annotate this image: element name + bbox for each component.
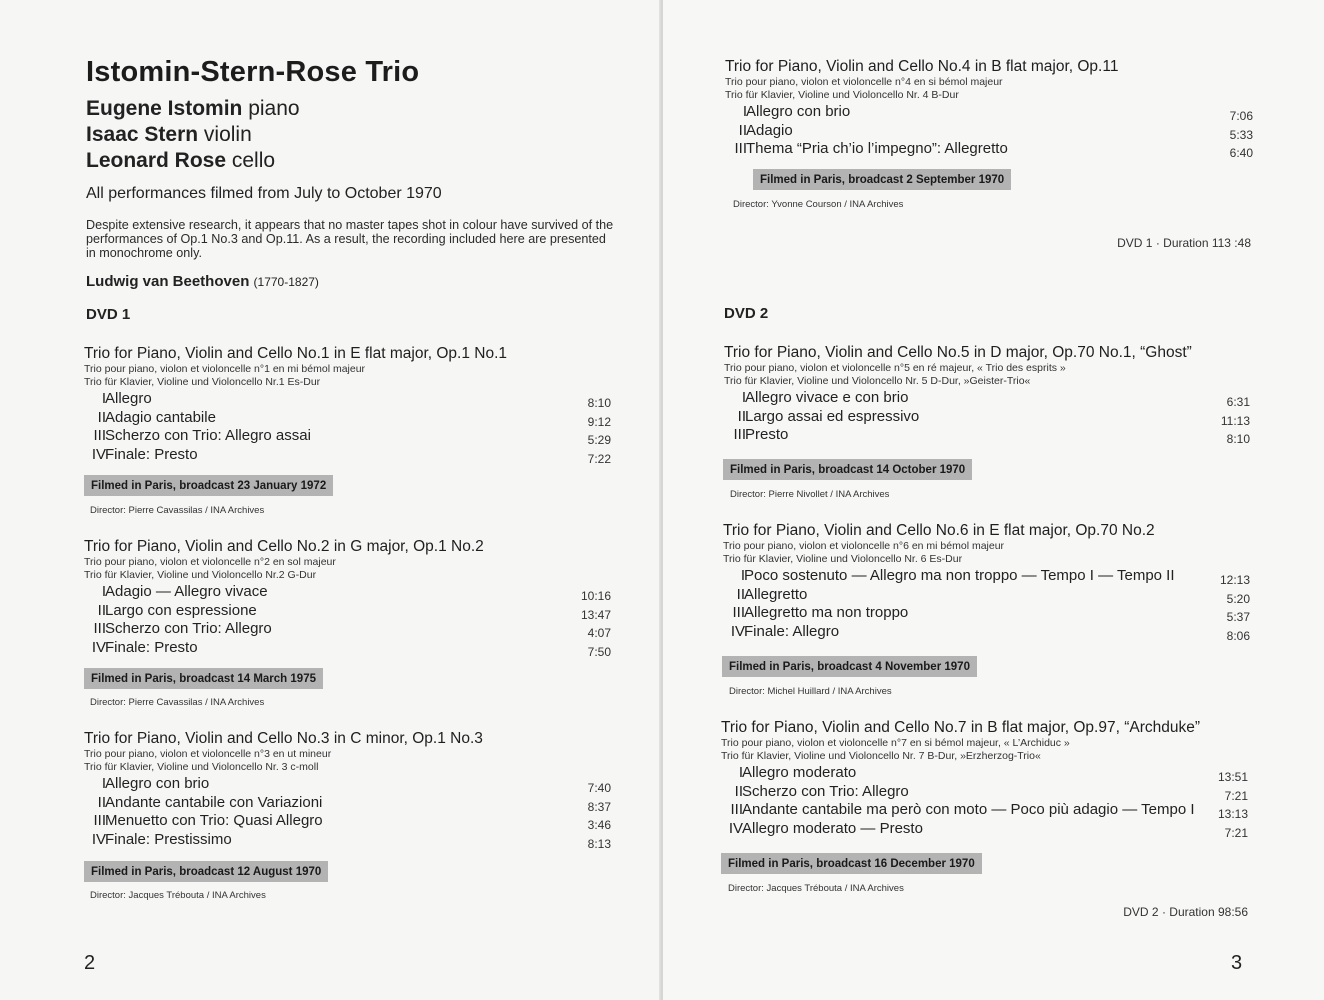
page-number-left: 2 [84,952,96,974]
movement-number: II [736,585,745,603]
movement-number: III [733,426,746,444]
movement-duration: 7:21 [1224,788,1248,803]
broadcast-badge: Filmed in Paris, broadcast 14 March 1975 [84,668,323,689]
movement-number: IV [91,445,106,463]
performer-rose [86,149,275,173]
movement-number: III [732,604,745,622]
movement-name: Finale: Presto [105,445,198,463]
performer-stern [86,123,252,147]
work-title-fr: Trio pour piano, violon et violoncelle n°2 en sol majeur [84,556,336,568]
work-title-de: Trio für Klavier, Violine und Violoncello Nr. 6 Es-Dur [723,552,963,565]
movement-number: III [93,427,106,445]
work-title-fr: Trio pour piano, violon et violoncelle n°5 en ré majeur, « Trio des esprits » [724,362,1066,374]
movement-name: Adagio — Allegro vivace [105,583,268,600]
monochrome-note: Despite extensive research, it appears that no master tapes shot in colour have survived of the performances of Op.1 No.3 and Op.11. As a result, the recording included here are presented in monochrome only. [86,218,614,260]
movement-name: Allegro con brio [746,103,851,120]
movement-row [84,409,611,428]
dvd1-heading: DVD 1 [86,306,131,323]
movement-duration: 11:13 [1220,413,1250,428]
movement-name: Finale: Presto [105,638,198,656]
director-credit: Director: Pierre Nivollet / INA Archives [730,489,890,500]
movement-number: IV [91,638,106,656]
movement-number: II [97,601,106,619]
movement-duration: 7:40 [587,781,611,795]
work-title-de: Trio für Klavier, Violine und Violoncello Nr. 3 c-moll [84,760,319,773]
movement-name: Andante cantabile ma però con moto — Poco più adagio — Tempo I [742,801,1195,819]
work-title: Trio for Piano, Violin and Cello No.1 in E flat major, Op.1 No.1 [84,345,508,362]
movement-row [723,586,1250,605]
work-title-fr: Trio pour piano, violon et violoncelle n°4 en si bémol majeur [725,76,1003,88]
work-trio-7 [721,719,1248,838]
movement-row [725,103,1253,122]
dvd2-duration: DVD 2 · Duration 98:56 [1123,905,1248,919]
work-trio-2 [84,538,611,657]
work-title-de: Trio für Klavier, Violine und Violoncello Nr. 5 D-Dur, »Geister-Trio« [724,374,1031,387]
page-title: Istomin-Stern-Rose Trio [86,56,420,88]
movement-name: Allegro moderato [742,764,857,781]
composer [86,273,319,290]
movement-duration: 5:29 [587,433,611,448]
work-title-fr: Trio pour piano, violon et violoncelle n°7 en si bémol majeur, « L’Archiduc » [721,737,1070,749]
work-trio-1 [84,345,611,464]
movement-row [721,820,1248,839]
movement-duration: 10:16 [580,589,611,603]
movement-name: Largo assai ed espressivo [745,407,920,425]
performer-instrument: cello [231,149,276,172]
movement-number: II [97,793,106,811]
performer-istomin [86,97,300,121]
movement-name: Adagio cantabile [105,408,216,426]
movement-name: Scherzo con Trio: Allegro [105,620,272,638]
movement-number: III [93,812,106,830]
work-title-fr: Trio pour piano, violon et violoncelle n°6 en mi bémol majeur [723,540,1005,552]
movement-duration: 6:31 [1226,395,1250,409]
composer-name: Ludwig van Beethoven [86,273,250,290]
work-title: Trio for Piano, Violin and Cello No.2 in G major, Op.1 No.2 [84,538,484,555]
performer-instrument: violin [203,123,252,146]
movement-row [84,831,611,850]
movement-duration: 5:37 [1226,610,1250,625]
movement-number: II [737,407,746,425]
movement-duration: 8:06 [1226,628,1250,643]
movement-name: Scherzo con Trio: Allegro [742,782,909,800]
page-number-right: 3 [1231,952,1243,974]
movement-number: IV [91,830,106,848]
work-trio-6 [723,522,1250,641]
movement-duration: 7:06 [1229,109,1253,123]
movement-number: III [734,140,747,158]
movement-number: III [730,801,743,819]
movement-duration: 3:46 [587,818,611,833]
movement-duration: 8:37 [587,799,611,814]
movement-name: Menuetto con Trio: Quasi Allegro [105,812,323,830]
director-credit: Director: Pierre Cavassilas / INA Archives [90,505,265,516]
dvd2-heading: DVD 2 [724,305,769,322]
director-credit: Director: Pierre Cavassilas / INA Archives [90,697,265,708]
movement-number: IV [730,622,745,640]
broadcast-badge: Filmed in Paris, broadcast 2 September 1970 [753,169,1011,190]
work-title-de: Trio für Klavier, Violine und Violoncello Nr.1 Es-Dur [84,375,321,388]
movement-row [723,623,1250,642]
movement-row [84,446,611,465]
work-title-de: Trio für Klavier, Violine und Violoncello Nr. 7 B-Dur, »Erzherzog-Trio« [721,749,1041,762]
movement-duration: 8:10 [1226,432,1250,447]
movement-duration: 9:12 [587,414,611,429]
movement-row [724,426,1250,445]
movement-row [84,583,611,602]
movement-row [723,604,1250,623]
movement-row [721,801,1248,820]
movement-duration: 4:07 [587,626,611,641]
movement-number: IV [728,819,743,837]
broadcast-badge: Filmed in Paris, broadcast 16 December 1970 [721,853,982,874]
movement-name: Allegretto ma non troppo [744,604,909,622]
movement-name: Andante cantabile con Variazioni [105,793,323,811]
work-title-de: Trio für Klavier, Violine und Violoncello Nr. 4 B-Dur [725,88,959,101]
movement-name: Finale: Prestissimo [105,830,232,848]
movement-name: Allegretto [744,585,808,603]
movement-duration: 5:20 [1226,591,1250,606]
right-page [663,0,1324,1000]
movement-row [84,775,611,794]
movement-row [724,389,1250,408]
work-title-de: Trio für Klavier, Violine und Violoncello Nr.2 G-Dur [84,568,317,581]
dvd1-duration: DVD 1 · Duration 113 :48 [1117,236,1251,250]
movement-number: II [734,782,743,800]
movement-number: I [738,764,743,781]
work-title-fr: Trio pour piano, violon et violoncelle n°3 en ut mineur [84,748,332,760]
movement-number: I [741,389,746,406]
movement-duration: 8:10 [587,396,611,410]
work-trio-4 [725,58,1253,159]
broadcast-badge: Filmed in Paris, broadcast 4 November 1970 [722,656,977,677]
movement-number: I [740,567,745,584]
movement-name: Finale: Allegro [744,622,840,640]
movement-row [84,639,611,658]
work-title: Trio for Piano, Violin and Cello No.6 in E flat major, Op.70 No.2 [723,522,1155,539]
movement-number: I [101,390,106,407]
composer-dates: (1770-1827) [253,275,319,289]
work-title-fr: Trio pour piano, violon et violoncelle n°1 en mi bémol majeur [84,363,366,375]
movement-row [723,567,1250,586]
broadcast-badge: Filmed in Paris, broadcast 14 October 1970 [723,459,972,480]
movement-name: Largo con espressione [105,601,257,619]
director-credit: Director: Michel Huillard / INA Archives [729,686,892,697]
work-title: Trio for Piano, Violin and Cello No.5 in D major, Op.70 No.1, “Ghost” [724,344,1192,361]
movement-name: Presto [745,426,789,444]
movement-row [721,764,1248,783]
work-trio-3 [84,730,611,849]
movement-duration: 13:47 [580,607,611,622]
movement-row [724,408,1250,427]
movement-row [84,620,611,639]
movement-name: Allegro con brio [105,775,210,792]
movement-row [721,783,1248,802]
movement-number: II [738,121,747,139]
movement-duration: 7:21 [1224,825,1248,840]
broadcast-badge: Filmed in Paris, broadcast 23 January 1972 [84,475,333,496]
work-title: Trio for Piano, Violin and Cello No.4 in B flat major, Op.11 [725,58,1119,75]
movement-duration: 8:13 [587,836,611,851]
work-title: Trio for Piano, Violin and Cello No.3 in C minor, Op.1 No.3 [84,730,483,747]
movement-number: I [101,775,106,792]
performer-name: Isaac Stern [86,123,199,146]
movement-name: Allegro moderato — Presto [742,819,923,837]
movement-number: I [101,583,106,600]
performer-name: Leonard Rose [86,149,227,172]
movement-duration: 7:50 [587,644,611,659]
left-page [0,0,661,1000]
performer-name: Eugene Istomin [86,97,243,120]
movement-name: Allegro vivace e con brio [745,389,909,406]
movement-row [84,602,611,621]
movement-number: I [742,103,747,120]
movement-row [84,794,611,813]
work-title: Trio for Piano, Violin and Cello No.7 in B flat major, Op.97, “Archduke” [721,719,1201,736]
performer-instrument: piano [248,97,300,120]
movement-name: Thema “Pria ch’io l’impegno”: Allegretto [746,140,1008,158]
movement-duration: 7:22 [587,451,611,466]
movement-name: Adagio [746,121,793,139]
movement-row [84,427,611,446]
movement-name: Poco sostenuto — Allegro ma non troppo — Tempo I — Tempo II [744,567,1175,584]
movement-duration: 13:51 [1217,770,1248,784]
movement-duration: 5:33 [1229,127,1253,142]
movement-duration: 12:13 [1219,573,1250,587]
broadcast-badge: Filmed in Paris, broadcast 12 August 1970 [84,861,328,882]
movement-row [84,812,611,831]
movement-row [725,140,1253,159]
movement-name: Scherzo con Trio: Allegro assai [105,427,311,445]
movement-duration: 13:13 [1217,807,1248,822]
filmed-period: All performances filmed from July to October 1970 [86,185,442,202]
movement-row [84,390,611,409]
work-trio-5 [724,344,1250,445]
movement-duration: 6:40 [1229,146,1253,161]
movement-name: Allegro [105,390,152,407]
movement-number: III [93,620,106,638]
movement-number: II [97,408,106,426]
director-credit: Director: Jacques Trébouta / INA Archives [90,890,266,901]
director-credit: Director: Jacques Trébouta / INA Archives [728,883,904,894]
movement-row [725,122,1253,141]
director-credit: Director: Yvonne Courson / INA Archives [733,199,904,210]
